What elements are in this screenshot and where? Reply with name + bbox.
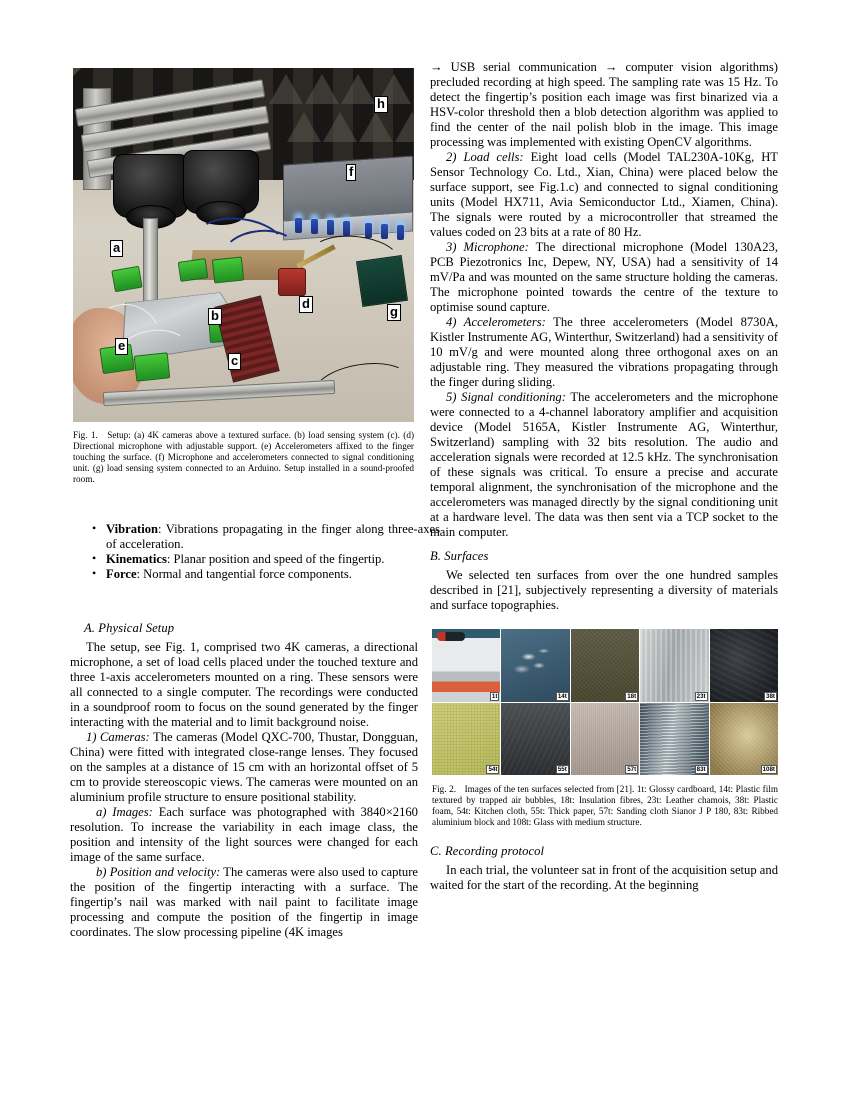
subsection-label-accelerometers: 4) Accelerometers:	[446, 315, 546, 329]
paragraph-recording-protocol: In each trial, the volunteer sat in front of the acquisition setup and waited for the start of the recording. At the beginning	[430, 863, 778, 892]
bnc-connector	[311, 219, 318, 234]
left-column-body	[70, 612, 418, 940]
bnc-connector	[327, 220, 334, 235]
foam-wedge	[359, 112, 393, 142]
subsection-label-position-velocity: b) Position and velocity:	[96, 865, 221, 879]
surface-tile-23t	[640, 629, 708, 702]
left-column	[70, 60, 440, 939]
paragraph-images-text: Each surface was photographed with 3840×2160 resolution. To increase the variability in each image class, the position and intensity of the light sources were changed for each image of the same surface.	[70, 805, 418, 864]
surface-tile-label-83t: 83t	[696, 766, 706, 773]
surface-tile-label-54t: 54t	[488, 766, 498, 773]
surface-tile-label-23t: 23t	[696, 692, 706, 700]
surface-tile-57t	[571, 703, 639, 776]
figure-1	[73, 68, 414, 485]
paragraph-microphone	[430, 240, 778, 315]
surface-tile-18t	[571, 629, 639, 702]
figure-2-caption	[432, 784, 778, 828]
figure-1-label-e: e	[115, 338, 128, 355]
camera-right	[183, 150, 259, 214]
bnc-connector	[365, 223, 372, 238]
figure-1-label-a: a	[110, 240, 123, 257]
list-item-force	[92, 567, 440, 582]
subsection-label-load-cells: 2) Load cells:	[446, 150, 524, 164]
foam-wedge	[341, 74, 375, 104]
paragraph-cameras-text: The cameras (Model QXC-700, Thustar, Dongguan, China) were fitted with integrated close-range lenses. They focused on the samples at a distance of 15 cm with an horizontal offset of 5 cm to provide stereoscopic views. The cameras were mounted on an aluminium profile structure to ensure positional stability.	[70, 730, 418, 804]
subsection-label-cameras: 1) Cameras:	[86, 730, 150, 744]
surface-tile-54t	[432, 703, 500, 776]
list-item-kinematics	[92, 552, 440, 567]
paragraph-setup: The setup, see Fig. 1, comprised two 4K cameras, a directional microphone, a set of load cells placed under the touched texture and three 1-axis accelerometers mounted on a ring. These sensors were all connected to a single computer. The recordings were conducted in a soundproof room to focus on the sound generated by the finger interacting with the material and to limit background noise.	[70, 640, 418, 729]
camera-left	[113, 154, 189, 218]
foam-wedge	[269, 74, 303, 104]
paragraph-signal-conditioning	[430, 390, 778, 540]
surface-tile-label-57t: 57t	[627, 766, 637, 773]
bnc-connector	[343, 221, 350, 236]
sensing-modalities-list	[70, 522, 440, 582]
foam-wedge	[323, 112, 357, 142]
bullet-text-vibration: : Vibrations propagating in the finger along three-axes of acceleration.	[106, 522, 440, 551]
figure-2	[432, 629, 778, 828]
figure-1-label-d: d	[299, 296, 313, 313]
figure-1-label-h: h	[374, 96, 388, 113]
right-column	[430, 60, 778, 893]
paragraph-images	[70, 805, 418, 865]
bullet-text-kinematics: : Planar position and speed of the fingertip.	[166, 552, 385, 566]
surface-tile-label-108t: 108t	[762, 766, 775, 773]
figure-2-caption-text: Images of the ten surfaces selected from [21]. 1t: Glossy cardboard, 14t: Plastic film textured by trapped air bubbles, 18t: Insulation fibres, 23t: Leather chamois, 38t: Plastic foam, 54t: Kitchen cloth, 55t: Thick paper, 57t: Sanding cloth Sianor J P 180, 83t: Ribbed aluminium block and 108t: Glass with medium structure.	[432, 784, 778, 827]
foam-wedge	[395, 112, 414, 142]
paragraph-position-velocity	[70, 865, 418, 940]
surface-tile-108t	[710, 703, 778, 776]
section-heading-b: B. Surfaces	[430, 549, 489, 563]
surface-tile-label-1t: 1t	[491, 692, 498, 700]
surface-tile-1t	[432, 629, 500, 702]
figure-1-label-g: g	[387, 304, 401, 321]
bullet-text-force: : Normal and tangential force components.	[136, 567, 352, 581]
figure-1-caption-text: Setup: (a) 4K cameras above a textured surface. (b) load sensing system (c). (d) Directional microphone with adjustable support. (e) Accelerometers affixed to the finger touching the surface. (f) Microphone and accelerometers connected to signal conditioning unit. (g) load sensing system connected to an Arduino. Setup installed in a sound-proofed room.	[73, 430, 414, 484]
surface-tile-label-38t: 38t	[766, 692, 775, 700]
surface-tile-label-18t: 18t	[627, 692, 637, 700]
surface-tile-83t	[640, 703, 708, 776]
paragraph-surfaces: We selected ten surfaces from over the one hundred samples described in [21], subjectively representing a diversity of materials and surface topographies.	[430, 568, 778, 612]
paragraph-load-cells-text: Eight load cells (Model TAL230A-10Kg, HT Sensor Technology Co. Ltd., Xian, China) were placed below the surface support, see Fig.1.c) and connected to signal conditioning units (Model HX711, Avia Semiconductor Ltd., Xiamen, China). The signals were routed by a microcontroller that streamed the values coded on 23 bits at a rate of 80 Hz.	[430, 150, 778, 239]
bnc-connector	[397, 225, 404, 240]
paragraph-accelerometers	[430, 315, 778, 390]
section-heading-a: A. Physical Setup	[84, 621, 175, 635]
figure-2-caption-label: Fig. 2.	[432, 784, 457, 794]
paragraph-microphone-text: The directional microphone (Model 130A23, PCB Piezotronics Inc, Depew, NY, USA) had a sensitivity of 14 mV/Pa and was mounted on the same structure holding the cameras. The microphone pointed towards the centre of the texture to optimise sound capture.	[430, 240, 779, 314]
section-heading-c: C. Recording protocol	[430, 844, 545, 858]
bullet-term-kinematics: Kinematics	[106, 552, 167, 566]
figure-1-label-b: b	[208, 308, 222, 325]
figure-1-photograph	[73, 68, 414, 422]
surface-tile-label-14t: 14t	[557, 692, 567, 700]
figure-1-label-c: c	[228, 353, 241, 370]
foam-wedge	[305, 74, 339, 104]
surface-tile-14t	[501, 629, 569, 702]
subsection-label-images: a) Images:	[96, 805, 153, 819]
paragraph-cameras	[70, 730, 418, 805]
paragraph-position-velocity-text: The cameras were also used to capture the position of the fingertip interacting with a surface. The fingertip’s nail was marked with nail paint to facilitate image processing and compute the position of the fingertip in image coordinates. The slow processing pipeline (4K images	[70, 865, 418, 939]
figure-2-surface-grid	[432, 629, 778, 775]
figure-1-label-f: f	[346, 164, 356, 181]
surface-tile-38t	[710, 629, 778, 702]
paragraph-continued: → USB serial communication → computer vision algorithms) precluded recording at high speed. The sampling rate was 15 Hz. To detect the fingertip’s position each image was first binarized via a HSV-color threshold then a blob detection algorithm was applied to find the center of the nail polish blob in the image. This image processing was implemented with existing OpenCV algorithms.	[430, 60, 778, 149]
green-clamp	[178, 258, 209, 282]
bnc-connector	[295, 218, 302, 233]
surface-tile-55t	[501, 703, 569, 776]
figure-1-caption	[73, 430, 414, 485]
bullet-term-vibration: Vibration	[106, 522, 159, 536]
paragraph-load-cells	[430, 150, 778, 240]
subsection-label-microphone: 3) Microphone:	[446, 240, 529, 254]
foam-wedge	[287, 112, 321, 142]
paragraph-accelerometers-text: The three accelerometers (Model 8730A, Kistler Instrumente AG, Winterthur, Switzerland) had a sensitivity of 10 mV/g and were mounted along three orthogonal axes on an adjustable ring. They measured the vibrations propagating through the finger during sliding.	[430, 315, 778, 389]
subsection-label-signal-conditioning: 5) Signal conditioning:	[446, 390, 566, 404]
paragraph-signal-conditioning-text: The accelerometers and the microphone were connected to a 4-channel laboratory amplifier and acquisition device (Model 5165A, Kistler Instrumente AG, Winterthur, Switzerland) sampling with 32 bits resolution. The audio and acceleration signals were recorded at 12.5 kHz. The synchronisation of these signals was critical. To ensure a precise and accurate temporal alignment, the synchronisation of the microphone and the accelerometers was managed directly by the signal conditioning unit at a hardware level. The data was then sent via a TCP socket to the main computer.	[430, 390, 778, 539]
bnc-connector	[381, 224, 388, 239]
microphone-mount	[278, 268, 306, 296]
list-item-vibration	[92, 522, 440, 552]
bullet-term-force: Force	[106, 567, 137, 581]
figure-1-caption-label: Fig. 1.	[73, 430, 98, 440]
surface-tile-label-55t: 55t	[557, 766, 567, 773]
